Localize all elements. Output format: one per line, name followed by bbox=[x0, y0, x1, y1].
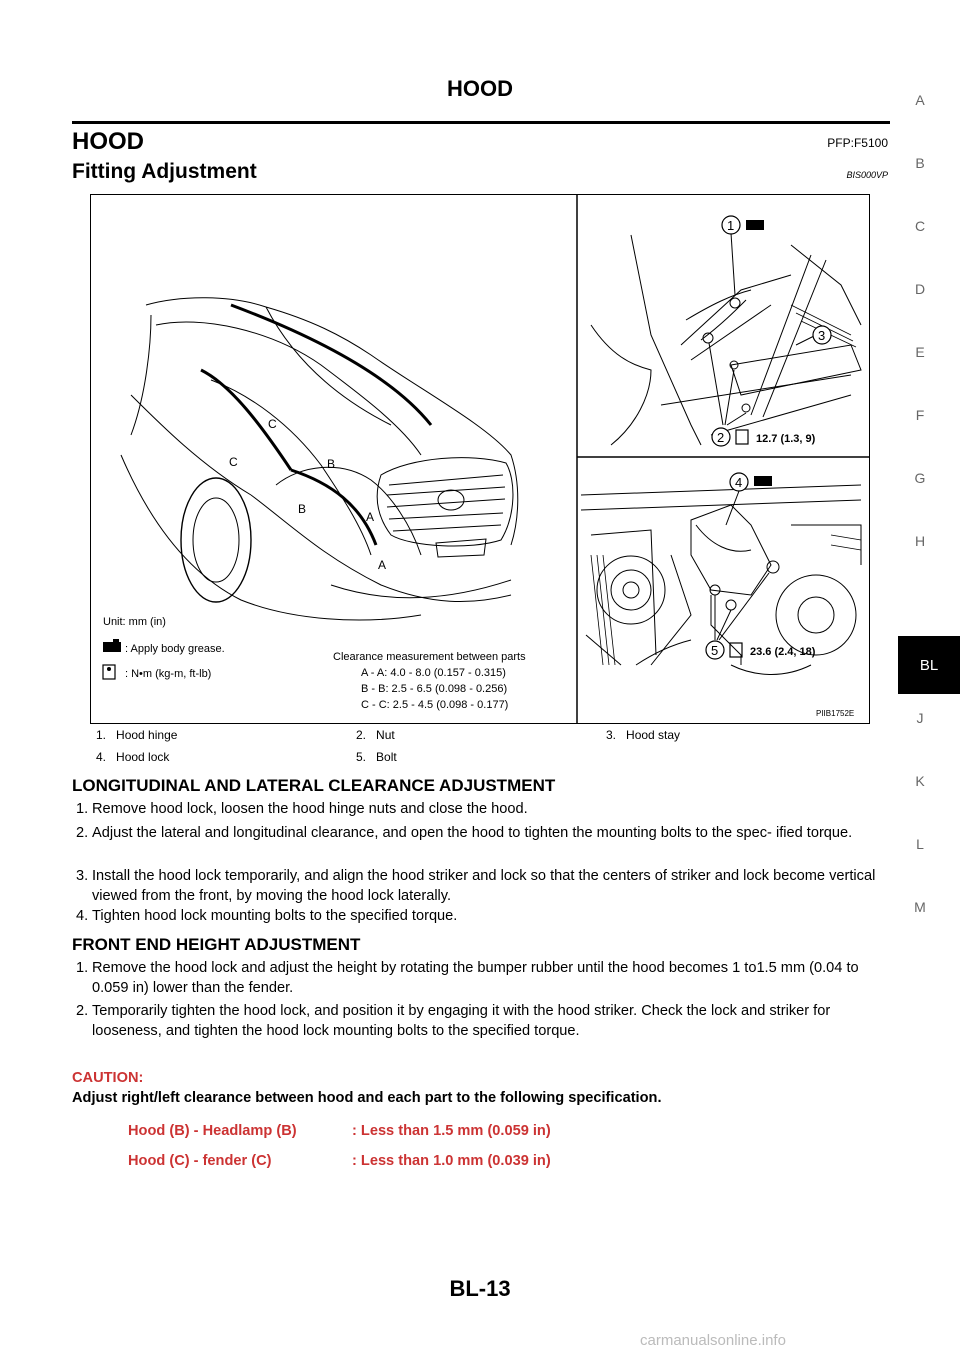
side-tab-c[interactable]: C bbox=[914, 218, 926, 234]
letter-c1: C bbox=[268, 417, 277, 431]
side-tab-l[interactable]: L bbox=[916, 836, 924, 852]
legend-item: 1. Hood hinge bbox=[96, 728, 178, 742]
svg-text:4: 4 bbox=[735, 475, 743, 490]
hinge-leaders bbox=[709, 233, 816, 425]
legend-item: 4. Hood lock bbox=[96, 750, 170, 764]
lock-leaders bbox=[715, 491, 769, 640]
longitudinal-step-2: 2. Adjust the lateral and longitudinal clearance, and open the hood to tighten the mounting bolts to the spec- ified torque. bbox=[76, 825, 853, 841]
torque-unit-label: : N•m (kg-m, ft-lb) bbox=[125, 668, 212, 680]
letter-a1: A bbox=[366, 510, 375, 524]
side-tab-f[interactable]: F bbox=[915, 407, 925, 423]
watermark: carmanualsonline.info bbox=[640, 1332, 786, 1349]
page-number: BL-13 bbox=[449, 1276, 511, 1301]
side-tab-g[interactable]: G bbox=[914, 470, 926, 486]
subsection-title: Fitting Adjustment bbox=[72, 160, 257, 183]
torque-wrench-icon bbox=[103, 665, 115, 679]
caution-label: CAUTION: bbox=[72, 1070, 144, 1086]
side-tab-e[interactable]: E bbox=[915, 344, 925, 360]
side-tab-b[interactable]: B bbox=[915, 155, 925, 171]
unit-label: Unit: mm (in) bbox=[103, 616, 166, 628]
clearance-line-bb: B - B: 2.5 - 6.5 (0.098 - 0.256) bbox=[361, 683, 508, 695]
side-tab-k[interactable]: K bbox=[915, 773, 925, 789]
side-tab-bl-active[interactable]: BL bbox=[898, 636, 960, 694]
clearance-outline bbox=[201, 305, 431, 545]
svg-text:5: 5 bbox=[711, 643, 719, 658]
side-tab-j[interactable]: J bbox=[916, 710, 924, 726]
svg-text:1: 1 bbox=[727, 218, 735, 233]
side-tab-h[interactable]: H bbox=[914, 533, 926, 549]
header-rule bbox=[72, 121, 890, 124]
legend-item: 5. Bolt bbox=[356, 750, 397, 764]
letter-a2: A bbox=[378, 558, 387, 572]
figure-illustration bbox=[91, 195, 869, 723]
torque-bottom-value: 23.6 (2.4, 18) bbox=[750, 646, 816, 658]
legend-item: 2. Nut bbox=[356, 728, 395, 742]
longitudinal-heading: LONGITUDINAL AND LATERAL CLEARANCE ADJUSTMENT bbox=[72, 776, 556, 795]
svg-text:3: 3 bbox=[818, 328, 826, 343]
front-end-step-2: 2. Temporarily tighten the hood lock, and position it by engaging it with the hood striker. Check the lock and striker for looseness, and tighten the hood lock mounting bolts to the specified torque. bbox=[76, 1003, 831, 1039]
lock-hatching bbox=[591, 535, 861, 665]
grease-label: : Apply body grease. bbox=[125, 643, 225, 655]
clearance-line-cc: C - C: 2.5 - 4.5 (0.098 - 0.177) bbox=[361, 699, 509, 711]
letter-b2: B bbox=[298, 502, 307, 516]
callout-3 bbox=[813, 326, 831, 344]
figure-code: PIIB1752E bbox=[816, 709, 855, 718]
svg-text:2: 2 bbox=[717, 430, 725, 445]
car-drawing bbox=[121, 298, 518, 620]
caution-text: Adjust right/left clearance between hood and each part to the following specification. bbox=[72, 1090, 662, 1106]
longitudinal-step-3: 3. Install the hood lock temporarily, and align the hood striker and lock so that the centers of striker and lock become vertical viewed from the front, by moving the hood lock laterally. bbox=[76, 868, 876, 904]
torque-top-value: 12.7 (1.3, 9) bbox=[756, 433, 816, 445]
clearance-line-aa: A - A: 4.0 - 8.0 (0.157 - 0.315) bbox=[361, 667, 506, 679]
callout-2 bbox=[712, 428, 748, 446]
clearance-letters bbox=[229, 417, 386, 572]
front-end-step-1: 1. Remove the hood lock and adjust the height by rotating the bumper rubber until the hood becomes 1 to1.5 mm (0.04 to 0.059 in) lower than the fender. bbox=[76, 960, 859, 996]
front-end-heading: FRONT END HEIGHT ADJUSTMENT bbox=[72, 935, 361, 954]
letter-b1: B bbox=[327, 457, 336, 471]
callout-1 bbox=[722, 216, 764, 234]
section-title: HOOD bbox=[72, 128, 144, 155]
hood-adjustment-figure bbox=[90, 194, 870, 724]
grease-icon bbox=[103, 639, 121, 652]
longitudinal-step-4: 4. Tighten hood lock mounting bolts to the specified torque. bbox=[76, 908, 458, 924]
legend-item: 3. Hood stay bbox=[606, 728, 681, 742]
subsection-code: BIS000VP bbox=[846, 170, 888, 180]
letter-c2: C bbox=[229, 455, 238, 469]
section-code: PFP:F5100 bbox=[827, 136, 888, 150]
side-tab-a[interactable]: A bbox=[915, 92, 925, 108]
side-tab-d[interactable]: D bbox=[914, 281, 926, 297]
page-header-title: HOOD bbox=[447, 76, 513, 101]
longitudinal-step-1: 1. Remove hood lock, loosen the hood hinge nuts and close the hood. bbox=[76, 801, 528, 817]
side-tab-m[interactable]: M bbox=[914, 899, 926, 915]
clearance-title: Clearance measurement between parts bbox=[333, 651, 526, 663]
